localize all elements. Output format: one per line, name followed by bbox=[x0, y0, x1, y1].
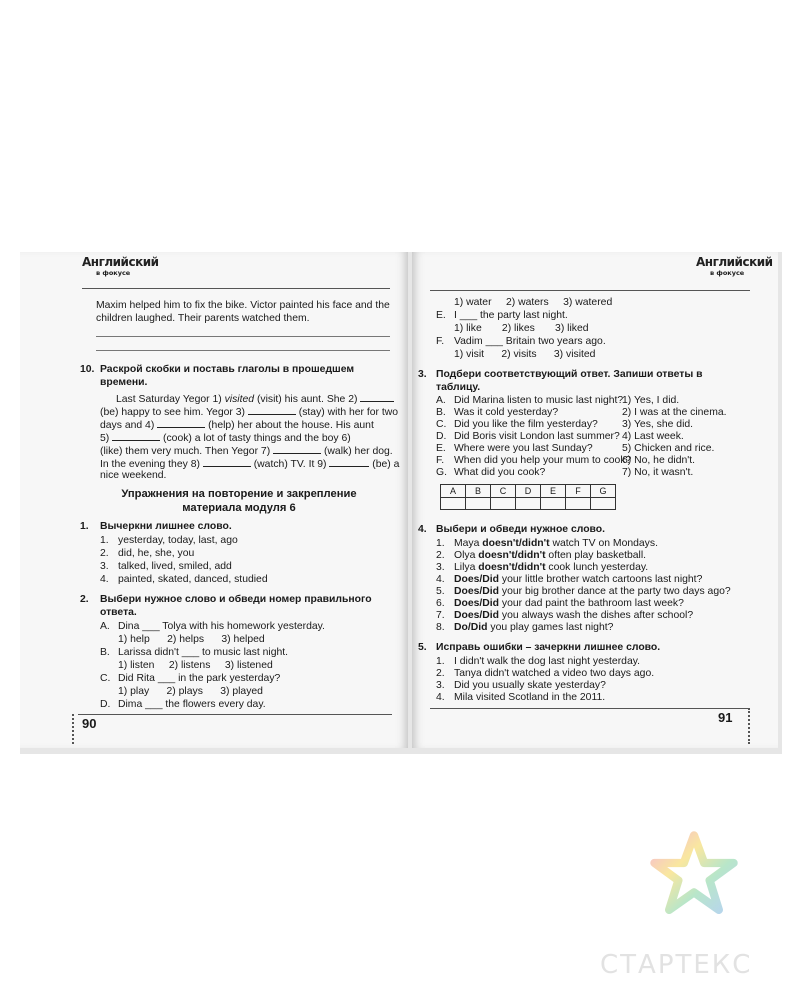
options-e: 1) like 2) likes 3) liked bbox=[454, 323, 589, 334]
dotted-margin bbox=[748, 708, 750, 744]
exercise-title: Выбери и обведи нужное слово. bbox=[436, 524, 606, 535]
open-book bbox=[20, 252, 782, 754]
text-line: (like) them very much. Then Yegor 7) (walk) her dog. bbox=[100, 446, 393, 457]
list-item: 4. Does/Did your little brother watch cartoons last night? bbox=[436, 574, 703, 585]
left-page bbox=[20, 252, 408, 748]
answer-option: 6) No, he didn't. bbox=[622, 455, 696, 466]
intro-line: children laughed. Their parents watched them. bbox=[96, 313, 310, 324]
grid-header: E bbox=[541, 485, 566, 498]
list-item: 1. Maya doesn't/didn't watch TV on Mondays. bbox=[436, 538, 658, 549]
list-item: 3. Lilya doesn't/didn't cook lunch yesterday. bbox=[436, 562, 649, 573]
grid-header: B bbox=[466, 485, 491, 498]
answer-option: 1) Yes, I did. bbox=[622, 395, 680, 406]
header-rule bbox=[82, 288, 390, 289]
exercise-title: Вычеркни лишнее слово. bbox=[100, 521, 232, 532]
list-item: 2. Olya doesn't/didn't often play basketball. bbox=[436, 550, 647, 561]
footer-rule bbox=[78, 714, 392, 715]
list-item: 6. Does/Did your dad paint the bathroom last week? bbox=[436, 598, 684, 609]
question-row: G. What did you cook? bbox=[436, 467, 546, 478]
exercise-title: времени. bbox=[100, 377, 148, 388]
footer-rule bbox=[430, 708, 748, 709]
right-page bbox=[412, 252, 778, 748]
grid-cell bbox=[491, 498, 516, 510]
text-line: Last Saturday Yegor 1) visited (visit) his aunt. She 2) bbox=[116, 392, 394, 406]
question-e: E. I ___ the party last night. bbox=[436, 310, 568, 321]
options-c: 1) play 2) plays 3) played bbox=[118, 686, 263, 697]
answer-option: 7) No, it wasn't. bbox=[622, 467, 694, 478]
grid-cell bbox=[591, 498, 616, 510]
question-row: A. Did Marina listen to music last night? bbox=[436, 395, 624, 406]
dotted-margin bbox=[72, 714, 74, 744]
answer-option: 4) Last week. bbox=[622, 431, 684, 442]
answer-line bbox=[96, 350, 390, 351]
exercise-number: 4. bbox=[418, 524, 427, 535]
answer-option: 3) Yes, she did. bbox=[622, 419, 694, 430]
page-number: 90 bbox=[82, 716, 97, 731]
grid-header: C bbox=[491, 485, 516, 498]
options-d: 1) water 2) waters 3) watered bbox=[454, 297, 613, 308]
series-logo: Английский в фокусе bbox=[82, 255, 159, 278]
text-line: In the evening they 8) (watch) TV. It 9) (be) a bbox=[100, 459, 400, 470]
list-item: 4. painted, skated, danced, studied bbox=[100, 574, 268, 585]
exercise-number: 3. bbox=[418, 369, 427, 380]
exercise-title: Раскрой скобки и поставь глаголы в прошедшем bbox=[100, 364, 355, 375]
exercise-title: Выбери нужное слово и обведи номер правильного bbox=[100, 594, 372, 605]
answer-option: 2) I was at the cinema. bbox=[622, 407, 727, 418]
question-row: C. Did you like the film yesterday? bbox=[436, 419, 598, 430]
star-logo-icon bbox=[648, 828, 740, 920]
list-item: 8. Do/Did you play games last night? bbox=[436, 622, 614, 633]
question-d: D. Dima ___ the flowers every day. bbox=[100, 699, 266, 710]
question-f: F. Vadim ___ Britain two years ago. bbox=[436, 336, 606, 347]
grid-cell bbox=[441, 498, 466, 510]
grid-header: A bbox=[441, 485, 466, 498]
grid-header: D bbox=[516, 485, 541, 498]
intro-line: Maxim helped him to fix the bike. Victor painted his face and the bbox=[96, 300, 390, 311]
question-a: A. Dina ___ Tolya with his homework yesterday. bbox=[100, 621, 325, 632]
grid-cell bbox=[541, 498, 566, 510]
exercise-number: 1. bbox=[80, 521, 89, 532]
page-number: 91 bbox=[718, 710, 733, 725]
series-logo: Английский в фокусе bbox=[696, 255, 773, 278]
options-b: 1) listen 2) listens 3) listened bbox=[118, 660, 273, 671]
section-heading: Упражнения на повторение и закрепление материала модуля 6 bbox=[121, 488, 357, 514]
watermark-text: СТАРТЕКС bbox=[600, 950, 753, 980]
grid-header: F bbox=[566, 485, 591, 498]
list-item: 3. talked, lived, smiled, add bbox=[100, 561, 232, 572]
question-row: B. Was it cold yesterday? bbox=[436, 407, 559, 418]
exercise-title: Исправь ошибки – зачеркни лишнее слово. bbox=[436, 642, 661, 653]
list-item: 7. Does/Did you always wash the dishes after school? bbox=[436, 610, 694, 621]
grid-cell bbox=[466, 498, 491, 510]
question-c: C. Did Rita ___ in the park yesterday? bbox=[100, 673, 281, 684]
question-row: F. When did you help your mum to cook? bbox=[436, 455, 632, 466]
exercise-title: Подбери соответствующий ответ. Запиши ответы в bbox=[436, 369, 703, 380]
text-line: days and 4) (help) her about the house. His aunt bbox=[100, 420, 374, 431]
exercise-number: 10. bbox=[80, 364, 95, 375]
list-item: 2. Tanya didn't watched a video two days ago. bbox=[436, 668, 655, 679]
exercise-number: 2. bbox=[80, 594, 89, 605]
text-line: 5) (cook) a lot of tasty things and the boy 6) bbox=[100, 433, 351, 444]
options-f: 1) visit 2) visits 3) visited bbox=[454, 349, 596, 360]
text-line: nice weekend. bbox=[100, 470, 167, 481]
grid-cell bbox=[516, 498, 541, 510]
question-row: E. Where were you last Sunday? bbox=[436, 443, 593, 454]
list-item: 5. Does/Did your big brother dance at the party two days ago? bbox=[436, 586, 731, 597]
answer-line bbox=[96, 336, 390, 337]
grid-header: G bbox=[591, 485, 616, 498]
question-row: D. Did Boris visit London last summer? bbox=[436, 431, 620, 442]
list-item: 1. yesterday, today, last, ago bbox=[100, 535, 238, 546]
question-b: B. Larissa didn't ___ to music last night. bbox=[100, 647, 289, 658]
grid-cell bbox=[566, 498, 591, 510]
list-item: 3. Did you usually skate yesterday? bbox=[436, 680, 606, 691]
options-a: 1) help 2) helps 3) helped bbox=[118, 634, 265, 645]
text-line: (be) happy to see him. Yegor 3) (stay) with her for two bbox=[100, 407, 399, 418]
list-item: 4. Mila visited Scotland in the 2011. bbox=[436, 692, 606, 703]
answer-grid bbox=[440, 484, 616, 510]
answer-option: 5) Chicken and rice. bbox=[622, 443, 715, 454]
exercise-title: ответа. bbox=[100, 607, 137, 618]
list-item: 2. did, he, she, you bbox=[100, 548, 195, 559]
exercise-title: таблицу. bbox=[436, 382, 481, 393]
exercise-number: 5. bbox=[418, 642, 427, 653]
header-rule bbox=[430, 290, 750, 291]
list-item: 1. I didn't walk the dog last night yesterday. bbox=[436, 656, 641, 667]
